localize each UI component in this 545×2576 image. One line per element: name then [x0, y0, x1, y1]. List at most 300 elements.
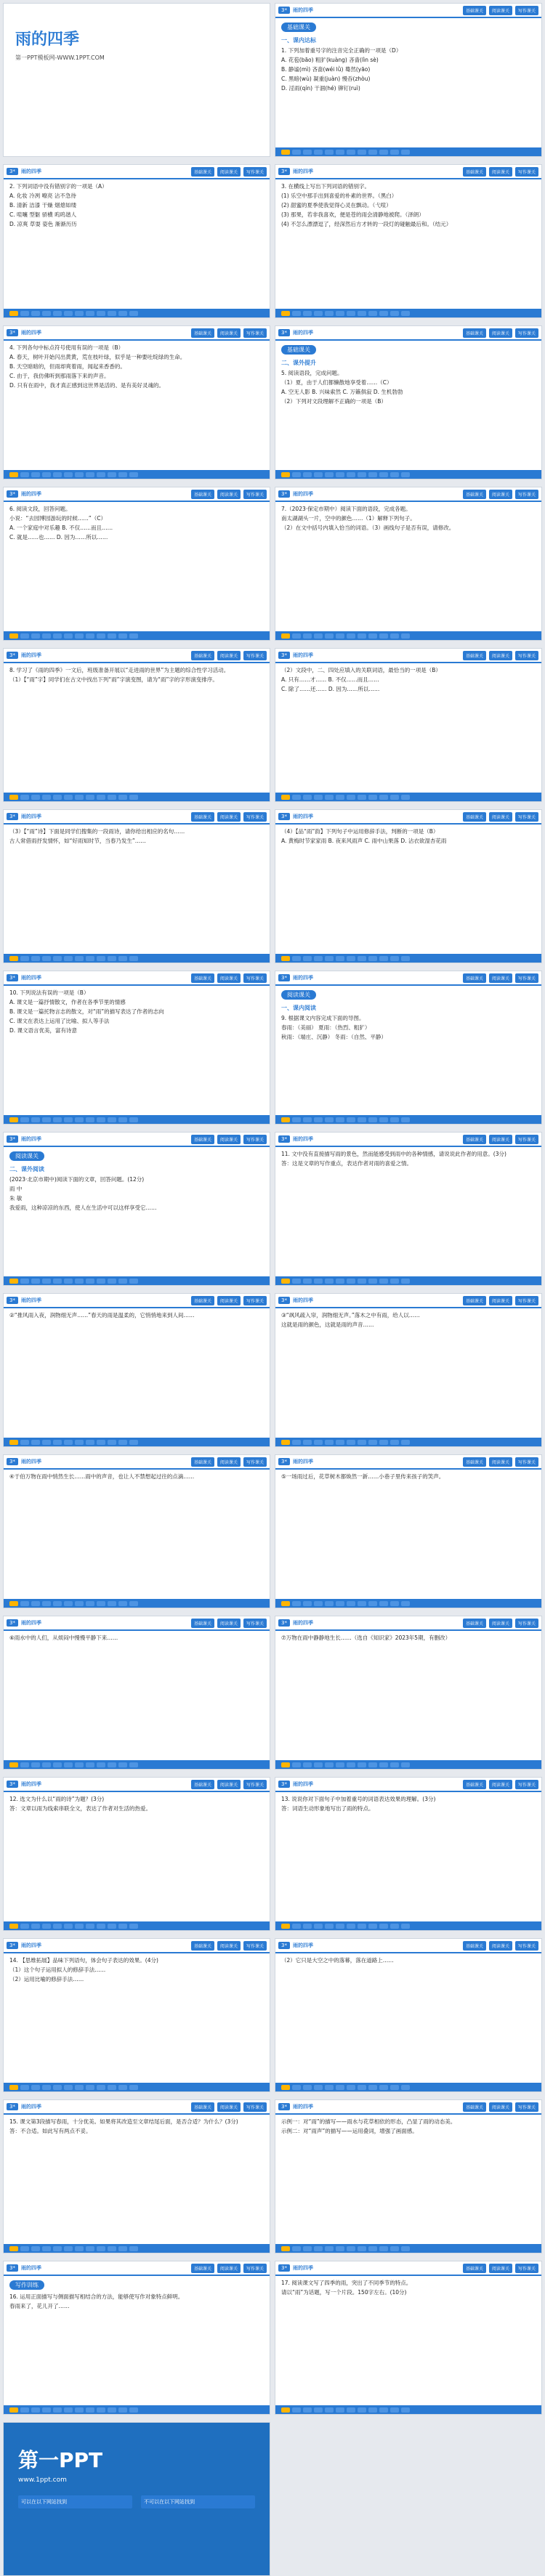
page-pill[interactable] [97, 1440, 105, 1445]
header-button[interactable]: 写作课关 [243, 1296, 267, 1305]
page-pill[interactable] [108, 1924, 116, 1929]
page-pill[interactable] [9, 633, 18, 639]
page-pill[interactable] [108, 1601, 116, 1606]
page-pill[interactable] [53, 956, 62, 961]
header-button[interactable]: 阅读课关 [217, 1296, 241, 1305]
page-pill[interactable] [31, 1924, 40, 1929]
page-pill[interactable] [336, 1440, 344, 1445]
page-pill[interactable] [86, 2407, 94, 2413]
page-pill[interactable] [379, 2246, 388, 2251]
page-pill[interactable] [75, 633, 84, 639]
page-pill[interactable] [75, 311, 84, 316]
page-pill[interactable] [9, 1440, 18, 1445]
header-button[interactable]: 写作课关 [243, 1619, 267, 1628]
page-pill[interactable] [325, 150, 334, 155]
page-pill[interactable] [303, 2407, 312, 2413]
page-pill[interactable] [401, 1440, 410, 1445]
page-pill[interactable] [75, 1279, 84, 1284]
page-pill[interactable] [64, 795, 73, 800]
page-pill[interactable] [42, 2085, 51, 2090]
page-pill[interactable] [108, 1440, 116, 1445]
page-pill[interactable] [325, 472, 334, 477]
page-pill[interactable] [75, 1601, 84, 1606]
page-pill[interactable] [303, 1279, 312, 1284]
page-pill[interactable] [379, 633, 388, 639]
header-button[interactable]: 阅读课关 [489, 1780, 512, 1789]
page-pill[interactable] [9, 2407, 18, 2413]
header-button[interactable]: 写作课关 [243, 651, 267, 660]
page-pill[interactable] [75, 956, 84, 961]
header-button[interactable]: 阅读课关 [217, 1457, 241, 1467]
header-button[interactable]: 基础课关 [463, 1457, 486, 1467]
page-pill[interactable] [31, 633, 40, 639]
page-pill[interactable] [64, 1440, 73, 1445]
page-pill[interactable] [347, 1279, 355, 1284]
header-button[interactable]: 基础课关 [463, 6, 486, 15]
page-pill[interactable] [325, 1440, 334, 1445]
page-pill[interactable] [64, 633, 73, 639]
page-pill[interactable] [9, 2085, 18, 2090]
page-pill[interactable] [358, 1440, 366, 1445]
page-pill[interactable] [379, 1117, 388, 1122]
page-pill[interactable] [281, 150, 290, 155]
header-button[interactable]: 阅读课关 [217, 490, 241, 499]
page-pill[interactable] [336, 1924, 344, 1929]
page-pill[interactable] [325, 1117, 334, 1122]
page-pill[interactable] [390, 1279, 399, 1284]
page-pill[interactable] [303, 795, 312, 800]
page-pill[interactable] [129, 311, 138, 316]
page-pill[interactable] [53, 2085, 62, 2090]
page-pill[interactable] [86, 633, 94, 639]
page-pill[interactable] [390, 633, 399, 639]
page-pill[interactable] [42, 2246, 51, 2251]
header-button[interactable]: 阅读课关 [489, 1941, 512, 1951]
page-pill[interactable] [42, 1601, 51, 1606]
page-pill[interactable] [75, 2246, 84, 2251]
header-button[interactable]: 写作课关 [515, 490, 538, 499]
page-pill[interactable] [314, 2085, 323, 2090]
page-pill[interactable] [401, 633, 410, 639]
page-pill[interactable] [20, 1440, 29, 1445]
page-pill[interactable] [347, 956, 355, 961]
page-pill[interactable] [20, 1601, 29, 1606]
page-pill[interactable] [336, 311, 344, 316]
page-pill[interactable] [401, 1601, 410, 1606]
page-pill[interactable] [129, 633, 138, 639]
page-pill[interactable] [336, 1117, 344, 1122]
page-pill[interactable] [118, 1440, 127, 1445]
page-pill[interactable] [303, 1601, 312, 1606]
page-pill[interactable] [379, 311, 388, 316]
page-pill[interactable] [20, 1279, 29, 1284]
page-pill[interactable] [118, 311, 127, 316]
page-pill[interactable] [118, 1279, 127, 1284]
header-button[interactable]: 基础课关 [463, 651, 486, 660]
page-pill[interactable] [129, 1924, 138, 1929]
header-button[interactable]: 基础课关 [463, 2102, 486, 2112]
page-pill[interactable] [292, 1762, 301, 1767]
page-pill[interactable] [86, 1117, 94, 1122]
page-pill[interactable] [75, 1924, 84, 1929]
page-pill[interactable] [358, 150, 366, 155]
page-pill[interactable] [358, 1279, 366, 1284]
page-pill[interactable] [390, 956, 399, 961]
page-pill[interactable] [64, 1279, 73, 1284]
page-pill[interactable] [86, 2085, 94, 2090]
page-pill[interactable] [129, 1440, 138, 1445]
page-pill[interactable] [368, 2407, 377, 2413]
page-pill[interactable] [129, 795, 138, 800]
page-pill[interactable] [368, 956, 377, 961]
page-pill[interactable] [108, 1117, 116, 1122]
page-pill[interactable] [108, 2246, 116, 2251]
page-pill[interactable] [347, 2246, 355, 2251]
page-pill[interactable] [42, 2407, 51, 2413]
page-pill[interactable] [336, 1601, 344, 1606]
page-pill[interactable] [281, 2407, 290, 2413]
page-pill[interactable] [9, 1762, 18, 1767]
page-pill[interactable] [53, 1117, 62, 1122]
page-pill[interactable] [64, 2085, 73, 2090]
page-pill[interactable] [336, 472, 344, 477]
page-pill[interactable] [31, 795, 40, 800]
page-pill[interactable] [347, 2085, 355, 2090]
header-button[interactable]: 基础课关 [191, 651, 214, 660]
page-pill[interactable] [325, 2246, 334, 2251]
page-pill[interactable] [86, 956, 94, 961]
page-pill[interactable] [314, 1440, 323, 1445]
page-pill[interactable] [292, 2407, 301, 2413]
page-pill[interactable] [390, 2407, 399, 2413]
page-pill[interactable] [292, 1924, 301, 1929]
page-pill[interactable] [314, 1117, 323, 1122]
page-pill[interactable] [31, 956, 40, 961]
page-pill[interactable] [314, 150, 323, 155]
page-pill[interactable] [292, 2085, 301, 2090]
page-pill[interactable] [314, 1601, 323, 1606]
header-button[interactable]: 基础课关 [463, 1619, 486, 1628]
header-button[interactable]: 阅读课关 [489, 328, 512, 338]
page-pill[interactable] [292, 1440, 301, 1445]
header-button[interactable]: 写作课关 [515, 167, 538, 177]
header-button[interactable]: 阅读课关 [489, 651, 512, 660]
page-pill[interactable] [64, 1924, 73, 1929]
page-pill[interactable] [64, 2246, 73, 2251]
page-pill[interactable] [390, 1924, 399, 1929]
page-pill[interactable] [390, 795, 399, 800]
page-pill[interactable] [325, 1762, 334, 1767]
page-pill[interactable] [401, 150, 410, 155]
header-button[interactable]: 基础课关 [191, 1780, 214, 1789]
header-button[interactable]: 写作课关 [515, 6, 538, 15]
page-pill[interactable] [9, 2246, 18, 2251]
page-pill[interactable] [118, 1117, 127, 1122]
page-pill[interactable] [108, 2407, 116, 2413]
page-pill[interactable] [390, 1117, 399, 1122]
header-button[interactable]: 基础课关 [463, 1941, 486, 1951]
page-pill[interactable] [303, 150, 312, 155]
page-pill[interactable] [314, 311, 323, 316]
page-pill[interactable] [368, 1117, 377, 1122]
header-button[interactable]: 阅读课关 [489, 973, 512, 983]
page-pill[interactable] [368, 2246, 377, 2251]
page-pill[interactable] [31, 472, 40, 477]
page-pill[interactable] [281, 633, 290, 639]
header-button[interactable]: 基础课关 [463, 1135, 486, 1144]
page-pill[interactable] [292, 472, 301, 477]
page-pill[interactable] [20, 311, 29, 316]
page-pill[interactable] [325, 2085, 334, 2090]
page-pill[interactable] [336, 633, 344, 639]
page-pill[interactable] [281, 1601, 290, 1606]
page-pill[interactable] [129, 472, 138, 477]
page-pill[interactable] [303, 956, 312, 961]
page-pill[interactable] [108, 472, 116, 477]
header-button[interactable]: 写作课关 [243, 490, 267, 499]
page-pill[interactable] [75, 1762, 84, 1767]
page-pill[interactable] [20, 1762, 29, 1767]
header-button[interactable]: 基础课关 [191, 1619, 214, 1628]
page-pill[interactable] [390, 2246, 399, 2251]
header-button[interactable]: 阅读课关 [489, 812, 512, 822]
header-button[interactable]: 写作课关 [243, 812, 267, 822]
page-pill[interactable] [9, 1924, 18, 1929]
page-pill[interactable] [118, 1762, 127, 1767]
page-pill[interactable] [129, 1279, 138, 1284]
page-pill[interactable] [325, 311, 334, 316]
page-pill[interactable] [31, 1762, 40, 1767]
page-pill[interactable] [379, 2085, 388, 2090]
page-pill[interactable] [20, 1924, 29, 1929]
page-pill[interactable] [368, 795, 377, 800]
page-pill[interactable] [336, 150, 344, 155]
header-button[interactable]: 写作课关 [243, 1457, 267, 1467]
header-button[interactable]: 写作课关 [515, 1780, 538, 1789]
page-pill[interactable] [42, 633, 51, 639]
page-pill[interactable] [129, 2407, 138, 2413]
page-pill[interactable] [97, 2407, 105, 2413]
page-pill[interactable] [368, 150, 377, 155]
header-button[interactable]: 写作课关 [243, 328, 267, 338]
page-pill[interactable] [292, 1117, 301, 1122]
page-pill[interactable] [97, 1279, 105, 1284]
page-pill[interactable] [42, 1117, 51, 1122]
page-pill[interactable] [358, 1762, 366, 1767]
page-pill[interactable] [31, 1440, 40, 1445]
page-pill[interactable] [86, 1279, 94, 1284]
page-pill[interactable] [75, 2407, 84, 2413]
page-pill[interactable] [281, 1924, 290, 1929]
page-pill[interactable] [292, 311, 301, 316]
header-button[interactable]: 写作课关 [515, 2264, 538, 2273]
page-pill[interactable] [303, 1762, 312, 1767]
page-pill[interactable] [358, 2085, 366, 2090]
page-pill[interactable] [75, 1117, 84, 1122]
page-pill[interactable] [358, 472, 366, 477]
page-pill[interactable] [53, 795, 62, 800]
page-pill[interactable] [20, 2246, 29, 2251]
page-pill[interactable] [118, 472, 127, 477]
header-button[interactable]: 阅读课关 [489, 2102, 512, 2112]
page-pill[interactable] [325, 633, 334, 639]
page-pill[interactable] [53, 2407, 62, 2413]
page-pill[interactable] [379, 2407, 388, 2413]
header-button[interactable]: 基础课关 [463, 328, 486, 338]
header-button[interactable]: 阅读课关 [489, 490, 512, 499]
page-pill[interactable] [31, 2085, 40, 2090]
page-pill[interactable] [64, 1762, 73, 1767]
page-pill[interactable] [358, 1601, 366, 1606]
page-pill[interactable] [314, 633, 323, 639]
page-pill[interactable] [303, 2085, 312, 2090]
page-pill[interactable] [368, 1440, 377, 1445]
page-pill[interactable] [281, 1762, 290, 1767]
header-button[interactable]: 基础课关 [191, 1457, 214, 1467]
header-button[interactable]: 写作课关 [515, 812, 538, 822]
page-pill[interactable] [379, 1601, 388, 1606]
header-button[interactable]: 写作课关 [515, 973, 538, 983]
page-pill[interactable] [379, 795, 388, 800]
header-button[interactable]: 基础课关 [463, 1780, 486, 1789]
page-pill[interactable] [86, 311, 94, 316]
page-pill[interactable] [108, 2085, 116, 2090]
header-button[interactable]: 基础课关 [463, 490, 486, 499]
page-pill[interactable] [20, 2407, 29, 2413]
page-pill[interactable] [358, 633, 366, 639]
page-pill[interactable] [390, 1762, 399, 1767]
page-pill[interactable] [292, 633, 301, 639]
page-pill[interactable] [390, 311, 399, 316]
page-pill[interactable] [281, 1117, 290, 1122]
page-pill[interactable] [347, 1924, 355, 1929]
page-pill[interactable] [9, 1117, 18, 1122]
header-button[interactable]: 阅读课关 [217, 2264, 241, 2273]
page-pill[interactable] [64, 956, 73, 961]
page-pill[interactable] [368, 472, 377, 477]
page-pill[interactable] [9, 795, 18, 800]
page-pill[interactable] [64, 1601, 73, 1606]
header-button[interactable]: 写作课关 [515, 1941, 538, 1951]
header-button[interactable]: 阅读课关 [217, 651, 241, 660]
page-pill[interactable] [390, 1601, 399, 1606]
page-pill[interactable] [118, 633, 127, 639]
page-pill[interactable] [108, 1279, 116, 1284]
page-pill[interactable] [347, 1117, 355, 1122]
page-pill[interactable] [118, 956, 127, 961]
header-button[interactable]: 基础课关 [463, 812, 486, 822]
page-pill[interactable] [129, 1601, 138, 1606]
page-pill[interactable] [379, 150, 388, 155]
page-pill[interactable] [303, 2246, 312, 2251]
header-button[interactable]: 阅读课关 [217, 1135, 241, 1144]
header-button[interactable]: 写作课关 [515, 651, 538, 660]
page-pill[interactable] [347, 1601, 355, 1606]
page-pill[interactable] [325, 795, 334, 800]
page-pill[interactable] [129, 1762, 138, 1767]
page-pill[interactable] [281, 311, 290, 316]
page-pill[interactable] [303, 472, 312, 477]
page-pill[interactable] [42, 1279, 51, 1284]
page-pill[interactable] [9, 1279, 18, 1284]
page-pill[interactable] [325, 1601, 334, 1606]
page-pill[interactable] [118, 2085, 127, 2090]
page-pill[interactable] [347, 2407, 355, 2413]
page-pill[interactable] [64, 2407, 73, 2413]
page-pill[interactable] [390, 2085, 399, 2090]
page-pill[interactable] [292, 795, 301, 800]
header-button[interactable]: 写作课关 [243, 1780, 267, 1789]
page-pill[interactable] [97, 1117, 105, 1122]
header-button[interactable]: 写作课关 [515, 1135, 538, 1144]
page-pill[interactable] [86, 1924, 94, 1929]
header-button[interactable]: 写作课关 [515, 1296, 538, 1305]
page-pill[interactable] [118, 1601, 127, 1606]
page-pill[interactable] [401, 956, 410, 961]
page-pill[interactable] [129, 956, 138, 961]
header-button[interactable]: 阅读课关 [217, 2102, 241, 2112]
page-pill[interactable] [86, 472, 94, 477]
header-button[interactable]: 阅读课关 [217, 1619, 241, 1628]
page-pill[interactable] [97, 633, 105, 639]
header-button[interactable]: 阅读课关 [489, 2264, 512, 2273]
header-button[interactable]: 阅读课关 [217, 1780, 241, 1789]
page-pill[interactable] [31, 311, 40, 316]
header-button[interactable]: 阅读课关 [217, 973, 241, 983]
page-pill[interactable] [75, 795, 84, 800]
page-pill[interactable] [401, 1924, 410, 1929]
page-pill[interactable] [336, 2407, 344, 2413]
page-pill[interactable] [292, 1601, 301, 1606]
page-pill[interactable] [97, 472, 105, 477]
page-pill[interactable] [303, 633, 312, 639]
page-pill[interactable] [347, 311, 355, 316]
header-button[interactable]: 基础课关 [191, 812, 214, 822]
page-pill[interactable] [358, 2246, 366, 2251]
header-button[interactable]: 写作课关 [243, 973, 267, 983]
page-pill[interactable] [31, 1279, 40, 1284]
header-button[interactable]: 基础课关 [191, 328, 214, 338]
page-pill[interactable] [336, 1762, 344, 1767]
page-pill[interactable] [86, 1762, 94, 1767]
page-pill[interactable] [314, 1924, 323, 1929]
page-pill[interactable] [129, 2246, 138, 2251]
page-pill[interactable] [31, 1117, 40, 1122]
header-button[interactable]: 基础课关 [191, 1135, 214, 1144]
header-button[interactable]: 阅读课关 [489, 6, 512, 15]
page-pill[interactable] [390, 150, 399, 155]
page-pill[interactable] [97, 956, 105, 961]
page-pill[interactable] [358, 1924, 366, 1929]
header-button[interactable]: 基础课关 [463, 167, 486, 177]
page-pill[interactable] [97, 311, 105, 316]
page-pill[interactable] [314, 956, 323, 961]
page-pill[interactable] [64, 311, 73, 316]
page-pill[interactable] [347, 633, 355, 639]
page-pill[interactable] [336, 795, 344, 800]
page-pill[interactable] [42, 1924, 51, 1929]
page-pill[interactable] [358, 2407, 366, 2413]
page-pill[interactable] [97, 795, 105, 800]
page-pill[interactable] [31, 2407, 40, 2413]
page-pill[interactable] [129, 2085, 138, 2090]
page-pill[interactable] [292, 150, 301, 155]
page-pill[interactable] [118, 1924, 127, 1929]
page-pill[interactable] [108, 1762, 116, 1767]
page-pill[interactable] [347, 1762, 355, 1767]
page-pill[interactable] [108, 633, 116, 639]
page-pill[interactable] [281, 472, 290, 477]
